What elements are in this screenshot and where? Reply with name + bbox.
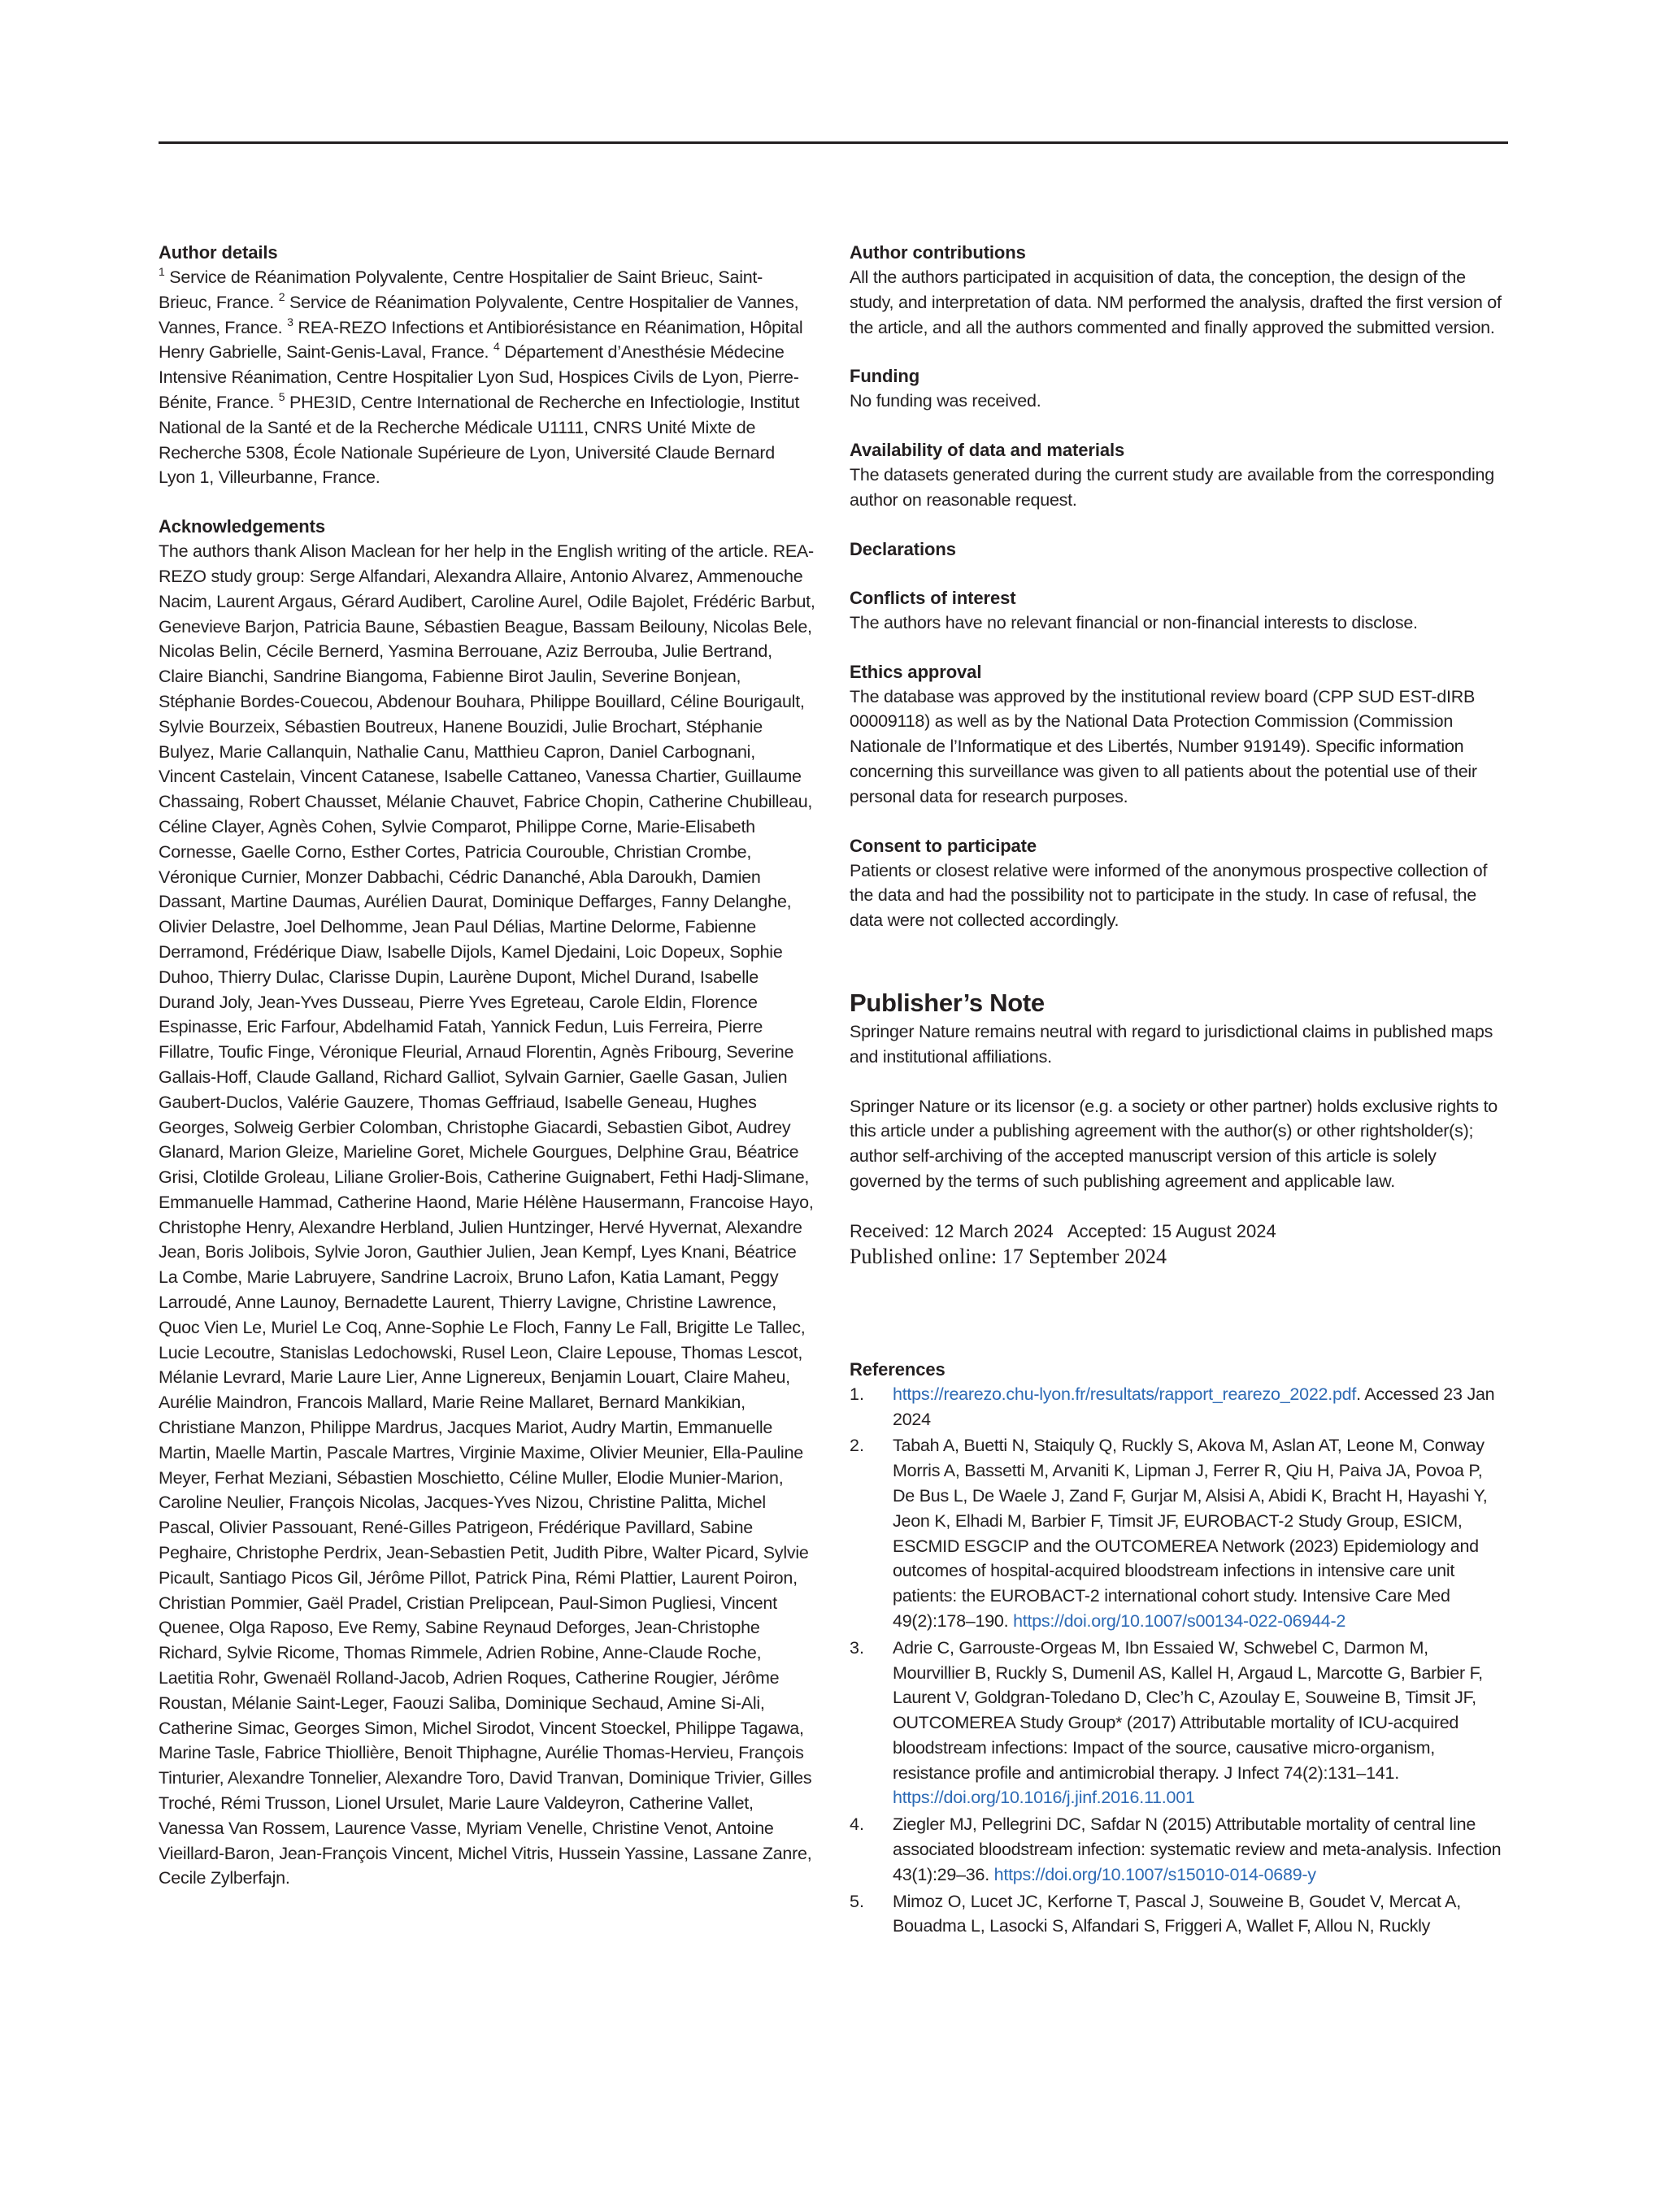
availability-heading: Availability of data and materials [850,440,1125,461]
spacer [850,958,1508,987]
publishers-note-p2: Springer Nature or its licensor (e.g. a society or other partner) holds exclusive rights to this article under a publishing agreement with the author(s) or other rightsholder(s); author self-archiving of the accepted manuscript version of this article is solely governed by the terms of such publishing agreement and applicable law. [850,1096,1498,1191]
reference-text [893,1812,1508,1887]
reference-item [850,1636,1508,1811]
reference-body: Tabah A, Buetti N, Staiquly Q, Ruckly S, Akova M, Aslan AT, Leone M, Conway Morris A, Bassetti M, Arvaniti K, Lipman J, Ferrer R, Qiu H, Paiva JA, Povoa P, De Bus L, De Waele J, Zand F, Gurjar M, Alsisi A, Abidi K, Bracht H, Hayashi Y, Jeon K, Elhadi M, Barbier F, Timsit JF, EUROBACT-2 Study Group, ESICM, ESCMID ESGCIP and the OUTCOMEREA Network (2023) Epidemiology and outcomes of hospital-acquired bloodstream infections in intensive care unit patients: the EUROBACT-2 international cohort study. Intensive Care Med 49(2):178–190. [893,1436,1488,1631]
reference-item [850,1889,1508,1940]
acknowledgements-text: The authors thank Alison Maclean for her help in the English writing of the article. REA-REZO study group: Serge Alfandari, Alexandra Allaire, Antonio Alvarez, Ammenouche Nacim, Laurent Argaus, Gérard Audibert, Caroline Aurel, Odile Bajolet, Frédéric Barbut, Genevieve Barjon, Patricia Baune, Sébastien Beague, Bassam Beilouny, Nicolas Bele, Nicolas Belin, Cécile Bernerd, Yasmina Berrouane, Aziz Berrouba, Julie Bertrand, Claire Bianchi, Sandrine Biangoma, Fabienne Birot Jaulin, Severine Bonjean, Stéphanie Bordes-Couecou, Abdenour Bouhara, Philippe Bouillard, Céline Bourigault, Sylvie Bourzeix, Sébastien Boutreux, Hanene Bouzidi, Julie Brochart, Stéphanie Bulyez, Marie Callanquin, Nathalie Canu, Matthieu Capron, Daniel Carbognani, Vincent Castelain, Vincent Catanese, Isabelle Cattaneo, Vanessa Chartier, Guillaume Chassaing, Robert Chausset, Mélanie Chauvet, Fabrice Chopin, Catherine Chubilleau, Céline Clayer, Agnès Cohen, Sylvie Comparot, Philippe Corne, Marie-Elisabeth Cornesse, Gaelle Corno, Esther Cortes, Patricia Courouble, Christian Crombe, Véronique Curnier, Monzer Dabbachi, Cédric Dananché, Abla Daroukh, Damien Dassant, Martine Daumas, Aurélien Daurat, Dominique Deffarges, Fanny Delanghe, Olivier Delastre, Joel Delhomme, Jean Paul Délias, Martine Delorme, Fabienne Derramond, Frédérique Diaw, Isabelle Dijols, Kamel Djedaini, Loic Dopeux, Sophie Duhoo, Thierry Dulac, Clarisse Dupin, Laurène Dupont, Michel Durand, Isabelle Durand Joly, Jean-Yves Dusseau, Pierre Yves Egreteau, Carole Eldin, Florence Espinasse, Eric Farfour, Abdelhamid Fatah, Yannick Fedun, Luis Ferreira, Pierre Fillatre, Toufic Finge, Véronique Fleurial, Arnaud Florentin, Agnès Fribourg, Severine Gallais-Hoff, Claude Galland, Richard Galliot, Sylvain Garnier, Gaelle Gasan, Julien Gaubert-Duclos, Valérie Gauzere, Thomas Geffriaud, Isabelle Geneau, Hughes Georges, Solweig Gerbier Colomban, Christophe Giacardi, Sebastien Gibot, Audrey Glanard, Marion Gleize, Marieline Goret, Michele Gourgues, Delphine Grau, Béatrice Grisi, Clotilde Groleau, Liliane Grolier-Bois, Catherine Guignabert, Fethi Hadj-Slimane, Emmanuelle Hammad, Catherine Haond, Marie Hélène Hausermann, Francoise Hayo, Christophe Henry, Alexandre Herbland, Julien Huntzinger, Hervé Hyvernat, Alexandre Jean, Boris Jolibois, Sylvie Joron, Gauthier Julien, Jean Kempf, Lyes Knani, Béatrice La Combe, Marie Labruyere, Sandrine Lacroix, Bruno Lafon, Katia Lamant, Peggy Larroudé, Anne Launoy, Bernadette Laurent, Thierry Lavigne, Christine Lawrence, Quoc Vien Le, Muriel Le Coq, Anne-Sophie Le Floch, Fanny Le Fall, Brigitte Le Tallec, Lucie Lecoutre, Stanislas Ledochowski, Rusel Leon, Claire Lepouse, Thomas Lescot, Mélanie Levrard, Marie Laure Lier, Anne Lignereux, Benjamin Louart, Claire Maheu, Aurélie Maindron, Francois Mallard, Marie Reine Mallaret, Bernard Mankikian, Christiane Manzon, Philippe Mardrus, Jacques Mariot, Audry Martin, Emmanuelle Martin, Maelle Martin, Pascale Martres, Virginie Maxime, Olivier Meunier, Ella-Pauline Meyer, Ferhat Meziani, Sébastien Moschietto, Céline Muller, Elodie Munier-Marion, Caroline Neulier, François Nicolas, Jacques-Yves Nizou, Christine Palitta, Michel Pascal, Olivier Passouant, René-Gilles Patrigeon, Frédérique Pavillard, Sabine Peghaire, Christophe Perdrix, Jean-Sebastien Petit, Judith Pibre, Walter Picard, Sylvie Picault, Santiago Picos Gil, Jérôme Pillot, Patrick Pina, Rémi Plattier, Laurent Poiron, Christian Pommier, Gaël Pradel, Cristian Prelipcean, Paul-Simon Pugliesi, Vincent Quenee, Olga Raposo, Eve Remy, Sabine Reynaud Deforges, Jean-Christophe Richard, Sylvie Ricome, Thomas Rimmele, Adrien Robine, Anne-Claude Roche, Laetitia Rohr, Gwenaël Rolland-Jacob, Adrien Roques, Catherine Rougier, Jérôme Roustan, Mélanie Saint-Leger, Faouzi Saliba, Dominique Sechaud, Amine Si-Ali, Catherine Simac, Georges Simon, Michel Sirodot, Vincent Stoeckel, Philippe Tagawa, Marine Tasle, Fabrice Thiollière, Benoit Thiphagne, Aurélie Thomas-Hervieu, François Tinturier, Alexandre Tonnelier, Alexandre Toro, David Tranvan, Dominique Trivier, Gilles Troché, Rémi Trusson, Lionel Ursulet, Marie Laure Valdeyron, Catherine Vallet, Vanessa Van Rossem, Laurence Vasse, Myriam Venelle, Christine Venot, Antoine Vieillard-Baron, Jean-François Vincent, Michel Vitris, Hussein Yassine, Lassane Zanre, Cecile Zylberfajn. [159,541,815,1888]
publishers-note-section [850,987,1508,1194]
reference-link[interactable]: https://doi.org/10.1007/s00134-022-06944-2 [1013,1610,1346,1631]
author-contributions-section [850,241,1508,340]
ethics-heading: Ethics approval [850,661,982,682]
aff2-marker: 2 [278,289,285,303]
funding-text: No funding was received. [850,391,1041,411]
declarations-heading: Declarations [850,538,956,559]
reference-number: 4. [850,1814,864,1835]
funding-section [850,364,1508,414]
dates-section [850,1219,1508,1270]
reference-text [893,1889,1508,1940]
references-heading: References [850,1358,946,1380]
paragraph-gap [850,1070,1508,1094]
availability-text: The datasets generated during the current study are available from the corresponding author on reasonable request. [850,465,1494,510]
spacer [850,1294,1508,1358]
aff3-marker: 3 [287,315,293,328]
affiliation-2: Service de Réanimation Polyvalente, Centre Hospitalier de Vannes, Vannes, France. [159,292,799,337]
conflicts-text: The authors have no relevant financial or non-financial interests to disclose. [850,612,1418,632]
conflicts-section [850,586,1508,636]
reference-number: 3. [850,1637,864,1658]
acknowledgements-section [159,515,815,1891]
ethics-text: The database was approved by the institutional review board (CPP SUD EST-dIRB 00009118) as well as by the National Data Protection Commission (Commission Nationale de l’Informatique et des Libertés, Number 919149). Specific information concerning this surveillance was given to all patients about the potential use of their personal data for research purposes. [850,686,1477,806]
reference-link[interactable]: https://doi.org/10.1007/s15010-014-0689-y [993,1864,1316,1884]
reference-item [850,1433,1508,1633]
aff1-marker: 1 [159,265,165,278]
reference-text [893,1382,1508,1432]
affiliation-3: REA-REZO Infections et Antibiorésistance en Réanimation, Hôpital Henry Gabrielle, Saint-Genis-Laval, France. [159,317,803,363]
reference-body: . Accessed 23 Jan 2024 [893,1384,1495,1429]
ethics-section [850,660,1508,810]
right-column [850,241,1508,1940]
consent-text: Patients or closest relative were informed of the anonymous prospective collection of the data and had the possibility not to participate in the study. In case of refusal, the data were not collected accordingly. [850,860,1488,931]
reference-item [850,1812,1508,1887]
reference-text [893,1433,1508,1633]
author-details-section [159,241,815,490]
reference-body: Adrie C, Garrouste-Orgeas M, Ibn Essaied W, Schwebel C, Darmon M, Mourvillier B, Ruckly S, Dumenil AS, Kallel H, Argaud L, Marcotte G, Barbier F, Laurent V, Goldgran-Toledano D, Clec’h C, Azoulay E, Souweine B, Timsit JF, OUTCOMEREA Study Group* (2017) Attributable mortality of ICU-acquired bloodstream infections: Impact of the source, causative micro-organism, resistance profile and antimicrobial therapy. J Infect 74(2):131–141. [893,1637,1483,1783]
availability-section [850,438,1508,513]
author-contributions-text: All the authors participated in acquisition of data, the conception, the design of the study, and interpretation of data. NM performed the analysis, drafted the first version of the article, and all the authors commented and finally approved the submitted version. [850,267,1502,337]
references-section [850,1358,1508,1940]
reference-number: 5. [850,1891,864,1911]
reference-number: 2. [850,1436,864,1456]
published-online-date: Published online: 17 September 2024 [850,1244,1167,1268]
reference-number: 1. [850,1384,864,1404]
consent-section [850,834,1508,933]
author-details-text [159,265,815,490]
aff4-marker: 4 [493,340,500,354]
publishers-note-p1: Springer Nature remains neutral with regard to jurisdictional claims in published maps and institutional affiliations. [850,1021,1493,1067]
publishers-note-heading: Publisher’s Note [850,988,1045,1017]
author-contributions-heading: Author contributions [850,242,1026,263]
affiliation-1: Service de Réanimation Polyvalente, Centre Hospitalier de Saint Brieuc, Saint-Brieuc, France. [159,267,763,312]
reference-text [893,1636,1508,1811]
left-column [159,241,815,1915]
reference-item [850,1382,1508,1432]
aff5-marker: 5 [278,389,285,403]
reference-link[interactable]: https://rearezo.chu-lyon.fr/resultats/rapport_rearezo_2022.pdf [893,1384,1357,1404]
top-rule [159,141,1508,144]
reference-link[interactable]: https://doi.org/10.1016/j.jinf.2016.11.001 [893,1788,1195,1808]
reference-body: Mimoz O, Lucet JC, Kerforne T, Pascal J, Souweine B, Goudet V, Mercat A, Bouadma L, Lasocki S, Alfandari S, Friggeri A, Wallet F, Allou N, Ruckly [893,1891,1461,1936]
acknowledgements-heading: Acknowledgements [159,516,326,537]
consent-heading: Consent to participate [850,835,1037,856]
reference-body: Ziegler MJ, Pellegrini DC, Safdar N (2015) Attributable mortality of central line associated bloodstream infection: systematic review and meta-analysis. Infection 43(1):29–36. [893,1814,1502,1884]
author-details-heading: Author details [159,242,278,263]
funding-heading: Funding [850,366,920,387]
received-accepted-dates: Received: 12 March 2024 Accepted: 15 August 2024 [850,1220,1276,1241]
references-list [850,1382,1508,1940]
affiliation-4: Département d’Anesthésie Médecine Intensive Réanimation, Centre Hospitalier Lyon Sud, Hospices Civils de Lyon, Pierre-Bénite, France. [159,342,799,412]
affiliation-5: PHE3ID, Centre International de Recherche en Infectiologie, Institut National de la Santé et de la Recherche Médicale U1111, CNRS Unité Mixte de Recherche 5308, École Nationale Supérieure de Lyon, Université Claude Bernard Lyon 1, Villeurbanne, France. [159,392,800,488]
conflicts-heading: Conflicts of interest [850,587,1016,608]
